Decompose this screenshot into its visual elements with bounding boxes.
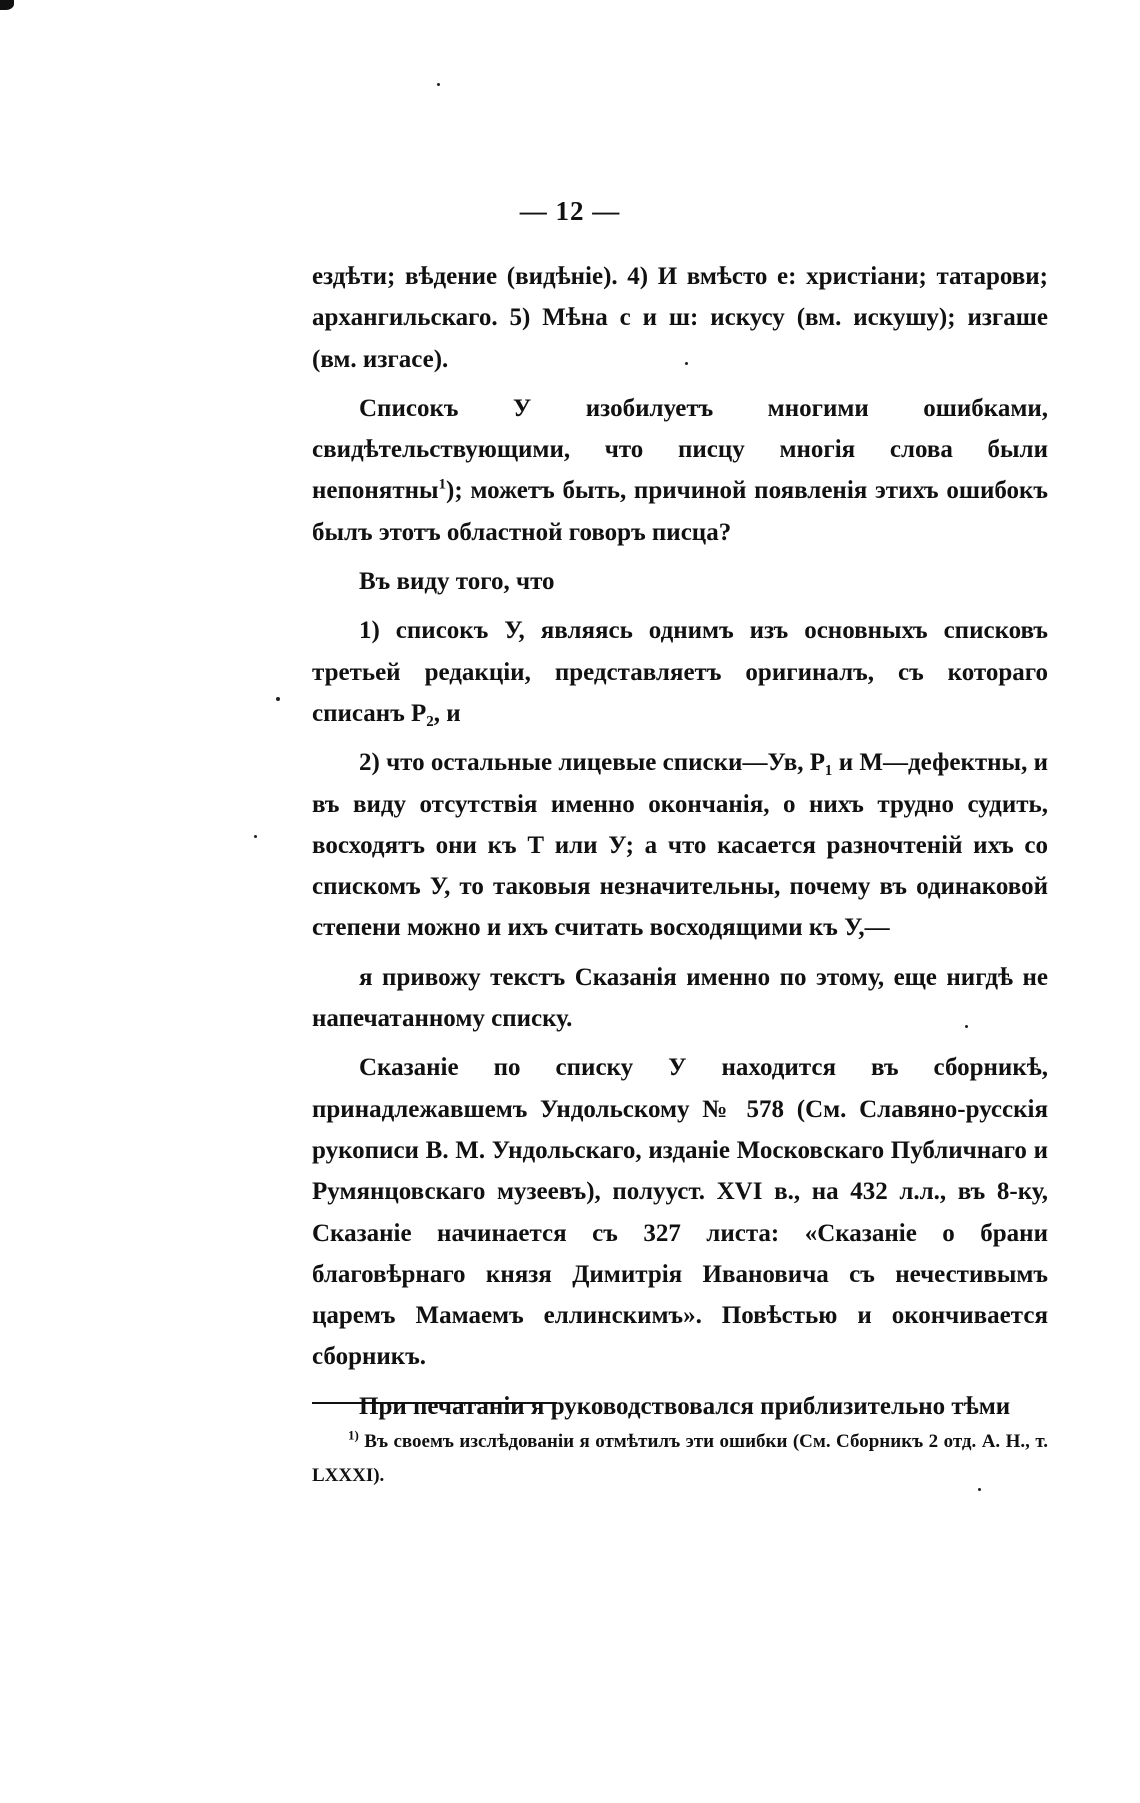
page-number: — 12 — (519, 196, 621, 226)
paragraph-printing: При печатаніи я руководствовался приблизительно тѣми (359, 1392, 1011, 1420)
scan-speck (685, 362, 688, 365)
paragraph-continuation: ездѣти; вѣдение (видѣніе). 4) И вмѣсто е: христіани; татарови; архангильскаго. 5) Мѣна с и ш: искусу (вм. искушу); изгаше (вм. изгасе). (312, 263, 1048, 373)
footnote-divider (312, 1402, 557, 1404)
main-text (312, 256, 1048, 1435)
paragraph-point-1: 1) списокъ У, являясь однимъ изъ основныхъ списковъ третьей редакціи, представляетъ оригиналъ, съ котораго списанъ P₂, и (312, 617, 1048, 727)
paragraph-manuscript: Сказаніе по списку У находится въ сборникѣ, принадлежавшемъ Ундольскому № 578 (См. Славяно-русскія рукописи В. М. Ундольскаго, изданіе Московскаго Публичнаго и Румянцовскаго музеевъ), полууст. XVI в., на 432 л.л., въ 8-ку, Сказаніе начинается съ 327 листа: «Сказаніе о брани благовѣрнаго князя Димитрія Ивановича съ нечестивымъ царемъ Мамаемъ еллинскимъ». Повѣстью и окончивается сборникъ. (312, 1054, 1048, 1371)
paragraph-errors-text-rest: ); можетъ быть, причиной появленія этихъ ошибокъ былъ этотъ областной говоръ писца? (312, 477, 1048, 546)
footnote-text: Въ своемъ изслѣдованіи я отмѣтилъ эти ошибки (См. Сборникъ 2 отд. А. Н., т. LXXXI). (312, 1431, 1048, 1486)
footnote-reference: 1 (438, 477, 447, 494)
paragraph-intro: Въ виду того, что (359, 568, 555, 596)
paragraph-errors-text: Списокъ У изобилуетъ многими ошибками, свидѣтельствующими, что писцу многія слова были непонятны (312, 394, 1048, 505)
scan-speck (254, 835, 257, 838)
scan-speck (276, 697, 280, 701)
paragraph-point-2: 2) что остальные лицевые списки—Ув, P₁ и М—дефектны, и въ виду отсутствія именно окончанія, о нихъ трудно судить, восходятъ они къ Т или У; а что касается разночтеній ихъ со спискомъ У, то таковыя незначительны, почему въ одинаковой степени можно и ихъ считать восходящими къ У,— (312, 749, 1048, 942)
paragraph-errors (312, 388, 1048, 553)
scan-edge-mark (0, 0, 14, 10)
scan-speck (978, 1488, 981, 1491)
footnote (312, 1425, 1048, 1493)
scan-speck (437, 83, 440, 86)
footnote-mark: 1) (348, 1427, 359, 1443)
paragraph-conclusion: я привожу текстъ Сказанія именно по этому, еще нигдѣ не напечатанному списку. (312, 963, 1048, 1033)
scan-speck (965, 1025, 968, 1028)
